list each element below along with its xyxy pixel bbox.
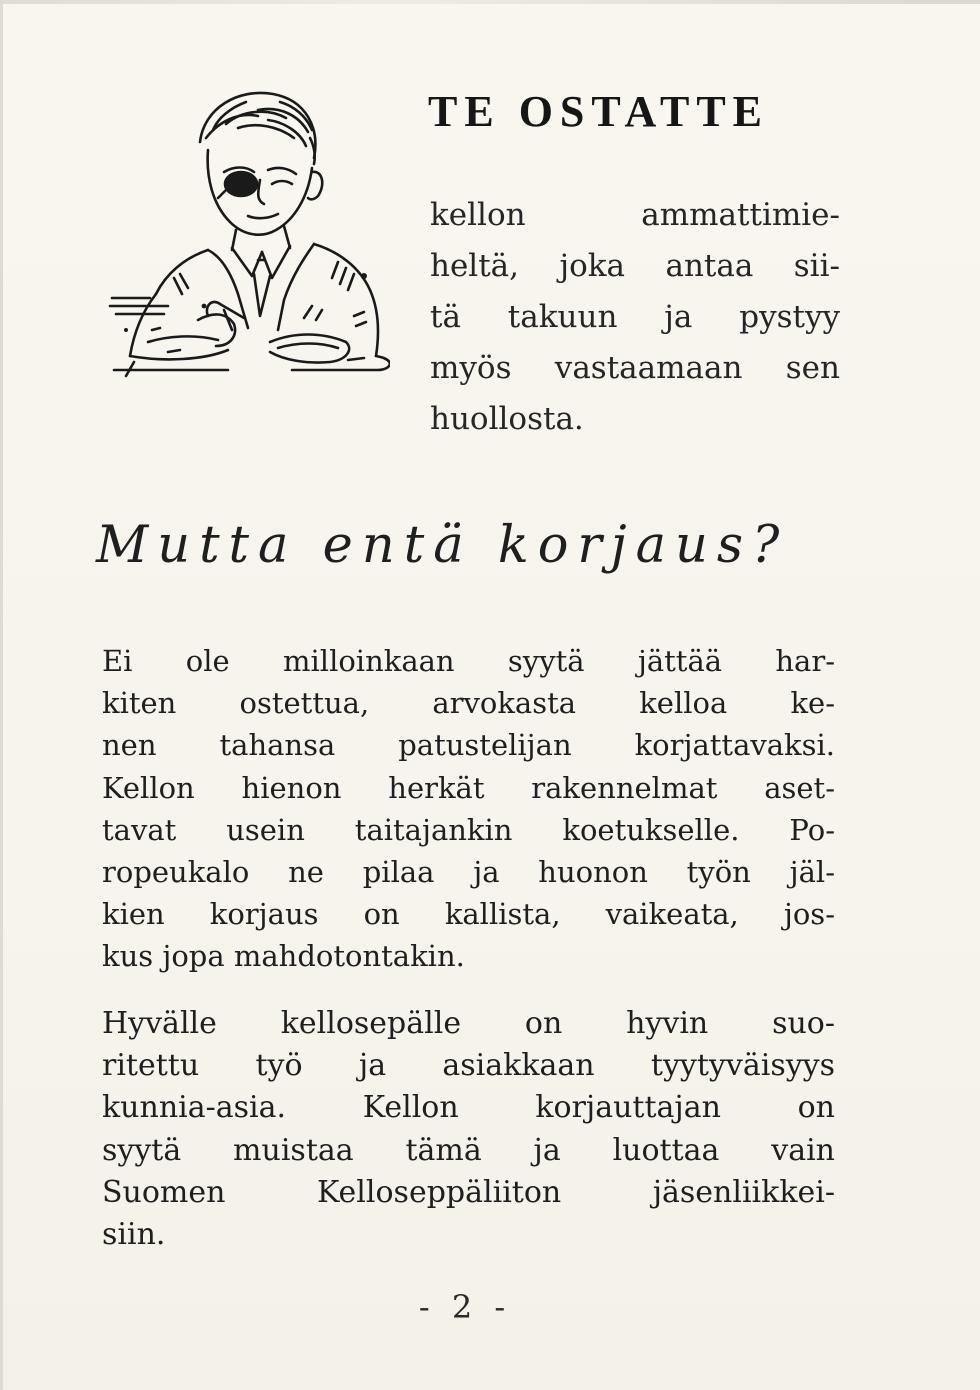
section-heading: Mutta entä korjaus? — [96, 516, 789, 575]
intro-text — [430, 190, 840, 445]
paragraph-line: tavat usein taitajankin koetukselle. Po- — [102, 812, 835, 847]
paragraph-line: Hyvälle kellosepälle on hyvin suo- — [102, 1006, 835, 1041]
paragraph-line: syytä muistaa tämä ja luottaa vain — [102, 1132, 835, 1168]
intro-line: myös vastaamaan sen — [430, 350, 840, 386]
paragraph-line: Suomen Kelloseppäliiton jäsenliikkei- — [102, 1174, 835, 1210]
paragraph-line: kiten ostettua, arvokasta kelloa ke- — [102, 686, 835, 721]
page-number: - 2 - — [418, 1288, 512, 1326]
paragraph-2 — [102, 1003, 835, 1256]
paragraph-line: Ei ole milloinkaan syytä jättää har- — [102, 644, 835, 678]
paragraph-line: kunnia-asia. Kellon korjauttajan on — [102, 1090, 835, 1126]
paragraph-line: nen tahansa patustelijan korjattavaksi. — [102, 728, 835, 763]
intro-line: tä takuun ja pystyy — [430, 299, 840, 335]
paragraph-line: siin. — [102, 1217, 166, 1253]
intro-line: kellon ammattimie- — [430, 197, 840, 233]
paragraph-line: kus jopa mahdotontakin. — [102, 939, 465, 974]
page-top-edge — [0, 0, 980, 4]
page-title: TE OSTATTE — [428, 87, 770, 136]
watchmaker-with-loupe-icon — [108, 80, 390, 380]
paragraph-line: Kellon hienon herkät rakennelmat aset- — [102, 770, 835, 805]
paragraph-1 — [102, 640, 835, 978]
paragraph-line: kien korjaus on kallista, vaikeata, jos- — [102, 897, 835, 932]
intro-line: huollosta. — [430, 401, 584, 437]
paragraph-line: ritettu työ ja asiakkaan tyytyväisyys — [102, 1048, 835, 1084]
paragraph-line: ropeukalo ne pilaa ja huonon työn jäl- — [102, 855, 835, 890]
page-left-edge — [0, 0, 3, 1390]
intro-line: heltä, joka antaa sii- — [430, 248, 840, 284]
